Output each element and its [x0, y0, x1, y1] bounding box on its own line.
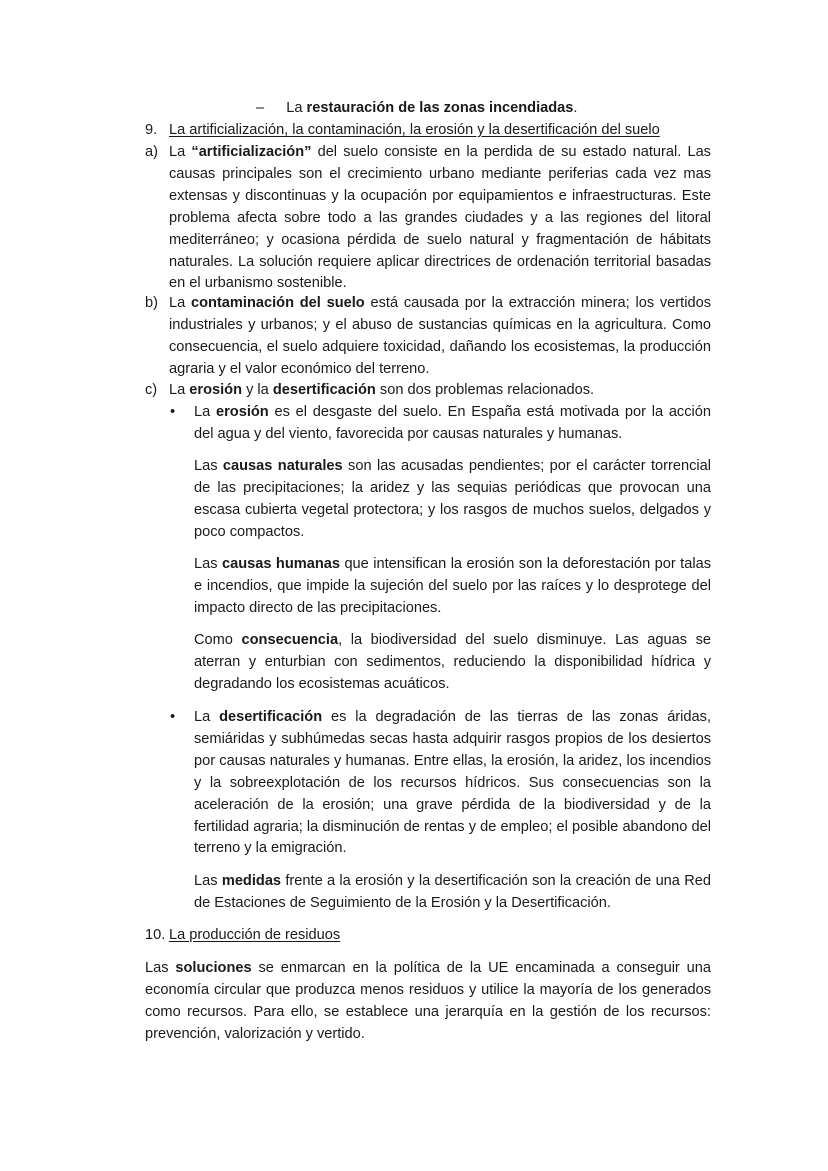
list-marker-a: a) — [145, 144, 158, 160]
bullet-marker: • — [170, 404, 176, 420]
erosion-term: erosión — [189, 382, 243, 398]
bullet-item-desertificacion — [170, 707, 711, 861]
bullet-marker: • — [170, 709, 176, 725]
bullet-erosion-text: La erosión es el desgaste del suelo. En España está motivada por la acción del agua y del viento, favorecida por causas naturales y humanas. — [194, 404, 711, 442]
list-item-c-text: La erosión y la desertificación son dos problemas relacionados. — [169, 382, 595, 398]
dash-list-item — [256, 98, 696, 120]
section-9-title: La artificialización, la contaminación, la erosión y la desertificación del suelo — [169, 122, 660, 138]
dash-marker: – — [256, 100, 265, 116]
paragraph-consecuencia: Como consecuencia, la biodiversidad del suelo disminuye. Las aguas se aterran y enturbian con sedimentos, reduciendo la disponibilidad hídrica y degradando los ecosistemas acuáticos. — [194, 632, 712, 692]
section-9-number: 9. — [145, 122, 158, 138]
list-marker-b: b) — [145, 295, 158, 311]
dash-item-bold: restauración de las zonas incendiadas — [306, 100, 574, 116]
paragraph-causas-naturales: Las causas naturales son las acusadas pendientes; por el carácter torrencial de las precipitaciones; la aridez y las sequias periódicas que provocan una escasa cubierta vegetal protectora; y los rasgos de muchos suelos, delgados y poco compactos. — [194, 458, 711, 540]
dash-item-post: . — [573, 100, 578, 116]
list-item-b-text: La contaminación del suelo está causada por la extracción minera; los vertidos industriales y urbanos; y el abuso de sustancias químicas en la agricultura. Como consecuencia, el suelo adquiere toxicidad, dañando los ecosistemas, la producción agraria y el valor económico del terreno. — [169, 295, 711, 377]
bullet-item-erosion — [170, 402, 711, 446]
desertificacion-term: desertificación — [272, 382, 376, 398]
paragraph-causas-humanas: Las causas humanas que intensifican la erosión son la deforestación por talas e incendios, que impide la sujeción del suelo por las raíces y lo desprotege del impacto directo de las precipitaciones. — [194, 556, 711, 616]
section-10-number: 10. — [145, 927, 166, 943]
paragraph-soluciones: Las soluciones se enmarcan en la política de la UE encaminada a conseguir una economía circular que produzca menos residuos y utilice la mayoría de los generados como recursos. Para ello, se establece una jerarquía en la gestión de los recursos: prevención, valorización y vertido. — [145, 960, 711, 1042]
paragraph-medidas: Las medidas frente a la erosión y la desertificación son la creación de una Red de Estaciones de Seguimiento de la Erosión y la Desertificación. — [194, 873, 711, 911]
dash-item-pre: La — [286, 100, 307, 116]
bullet-desertificacion-text: La desertificación es la degradación de las tierras de las zonas áridas, semiáridas y subhúmedas secas hasta adquirir rasgos propios de los desiertos por causas naturales y humanas. Entre ellas, la erosión, la aridez, los incendios y la sobreexplotación de los recursos hídricos. Sus consecuencias son la aceleración de la erosión; una grave pérdida de la biodiversidad y de la fertilidad agraria; la disminución de rentas y de empleo; el posible abandono del terreno y la emigración. — [194, 709, 711, 857]
list-item-a — [145, 142, 711, 296]
list-item-a-text: La “artificialización” del suelo consiste en la perdida de su estado natural. Las causas principales son el crecimiento urbano mediante periferias cada vez mas extensas y discontinuas y la ocupación por equipamientos e infraestructuras. Este problema afecta sobre todo a las grandes ciudades y a las regiones del litoral mediterráneo; y ocasiona pérdida de suelo natural y fragmentación de hábitats naturales. La solución requiere aplicar directrices de ordenación territorial basadas en el urbanismo sostenible. — [169, 144, 711, 292]
artificializacion-term: “artificialización” — [191, 144, 312, 160]
section-10-title: La producción de residuos — [169, 927, 341, 943]
contaminacion-term: contaminación del suelo — [191, 295, 365, 311]
list-marker-c: c) — [145, 382, 158, 398]
list-item-b — [145, 293, 711, 381]
